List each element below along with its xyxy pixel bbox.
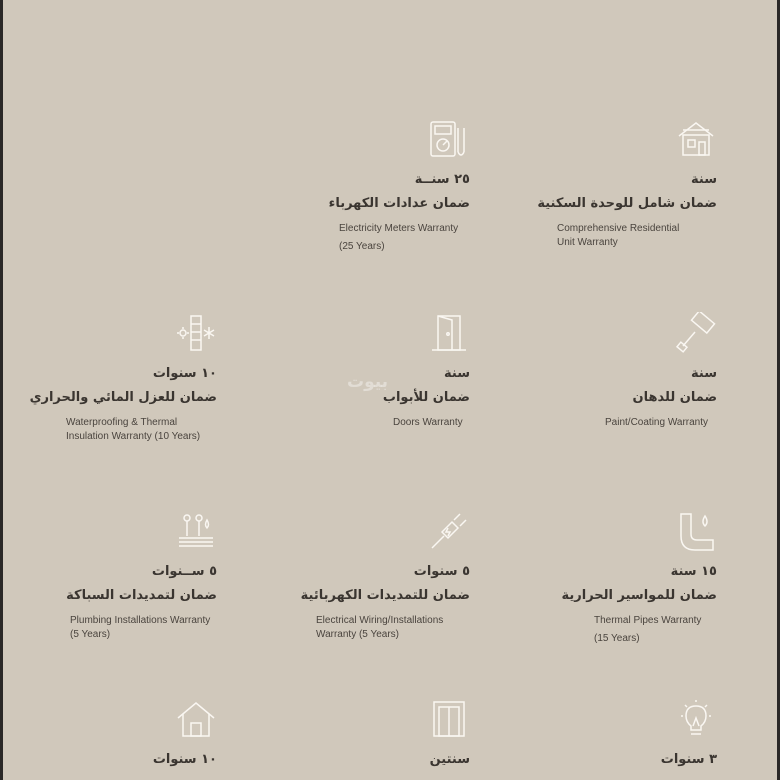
english-line-1: Plumbing Installations Warranty: [70, 615, 211, 626]
warranty-english: [605, 416, 777, 430]
duration-label: سنتين: [429, 752, 470, 767]
duration-label: ١٠ سنوات: [152, 752, 217, 767]
house-outline-icon: [175, 698, 217, 740]
door-icon: [428, 312, 470, 354]
warranty-english: [339, 222, 539, 254]
warranty-english: [66, 416, 266, 444]
duration-label: ٢٥ سنــة: [414, 172, 470, 187]
house-unit-icon: [675, 118, 717, 160]
warranty-english: [393, 416, 593, 430]
warranty-title: ضمان للدهان: [632, 390, 717, 405]
english-line-1: Electrical Wiring/Installations: [316, 615, 444, 626]
english-years: (25 Years): [339, 241, 385, 252]
english-line-1: Doors Warranty: [393, 417, 463, 428]
electrical-plug-icon: [428, 510, 470, 552]
warranty-title: ضمان لتمديدات السباكة: [66, 588, 217, 603]
warranty-title: ضمان شامل للوحدة السكنية: [537, 196, 717, 211]
thermal-pipes-icon: [675, 510, 717, 552]
warranty-title: ضمان للتمديدات الكهربائية: [300, 588, 470, 603]
warranty-english: [557, 222, 757, 250]
warranty-panel: [3, 0, 777, 780]
duration-label: سنة: [691, 366, 717, 381]
duration-label: ١٥ سنة: [670, 564, 717, 579]
warranty-title: ضمان عدادات الكهرباء: [328, 196, 470, 211]
warranty-title: ضمان للمواسير الحرارية: [561, 588, 717, 603]
english-years: (15 Years): [594, 633, 640, 644]
warranty-title: ضمان للأبواب: [382, 390, 470, 405]
english-line-1: Paint/Coating Warranty: [605, 417, 709, 428]
duration-label: ٥ ســنوات: [151, 564, 217, 579]
paint-roller-icon: [675, 312, 717, 354]
duration-label: ٥ سنوات: [413, 564, 470, 579]
english-line-1: Electricity Meters Warranty: [339, 223, 459, 234]
warranty-english: [70, 614, 270, 642]
english-line-2: Unit Warranty: [557, 237, 618, 248]
lightbulb-icon: [675, 698, 717, 740]
warranty-english: [594, 614, 777, 646]
english-line-1: Comprehensive Residential: [557, 223, 680, 234]
english-line-2: Warranty (5 Years): [316, 629, 399, 640]
duration-label: ١٠ سنوات: [152, 366, 217, 381]
insulation-icon: [175, 312, 217, 354]
watermark-logo: بيوت: [347, 372, 389, 392]
warranty-english: [316, 614, 516, 642]
english-line-1: Waterproofing & Thermal: [66, 417, 178, 428]
english-line-1: Thermal Pipes Warranty: [594, 615, 702, 626]
elevator-icon: [428, 698, 470, 740]
english-line-2: Insulation Warranty (10 Years): [66, 431, 201, 442]
duration-label: سنة: [691, 172, 717, 187]
english-line-2: (5 Years): [70, 629, 111, 640]
electricity-meter-icon: [428, 118, 470, 160]
plumbing-icon: [175, 510, 217, 552]
duration-label: سنة: [444, 366, 470, 381]
warranty-title: ضمان للعزل المائي والحراري: [29, 390, 217, 405]
duration-label: ٣ سنوات: [660, 752, 717, 767]
